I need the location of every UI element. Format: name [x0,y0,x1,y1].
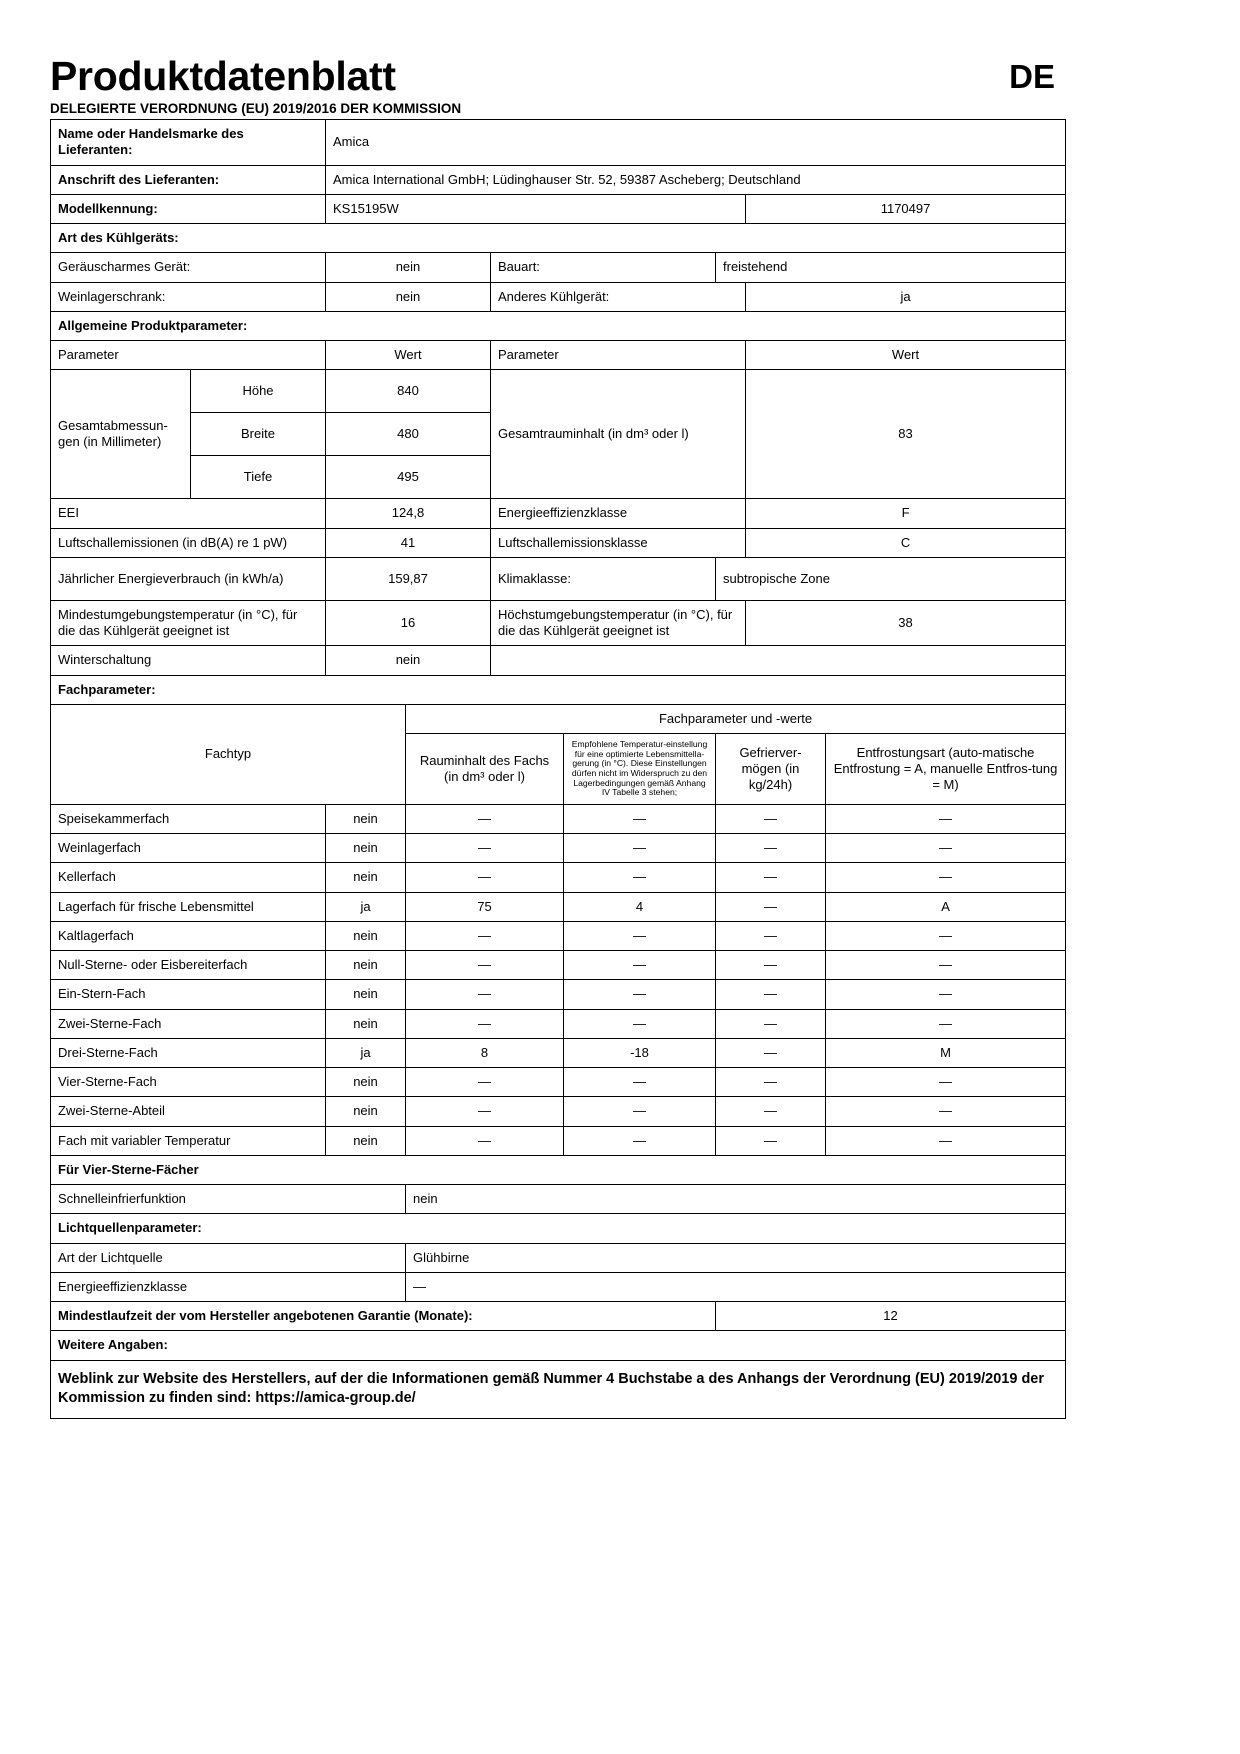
compartment-name: Null-Sterne- oder Eisbereiterfach [51,951,326,980]
value-header-left: Wert [326,341,491,370]
warranty-label: Mindestlaufzeit der vom Hersteller angebotenen Garantie (Monate): [51,1302,716,1331]
supplier-address-label: Anschrift des Lieferanten: [51,165,326,194]
table-row [51,1155,1066,1184]
model-value: KS15195W [326,194,746,223]
table-row [51,1097,1066,1126]
table-row [51,1331,1066,1360]
dimensions-label: Gesamtabmessun-gen (in Millimeter) [51,370,191,499]
compartment-present: ja [326,892,406,921]
compartment-volume: — [406,1068,564,1097]
compartment-name: Kaltlagerfach [51,921,326,950]
light-source-label: Art der Lichtquelle [51,1243,406,1272]
build-type-label: Bauart: [491,253,716,282]
compartment-temp: 4 [564,892,716,921]
compartment-volume: — [406,863,564,892]
four-star-section-heading: Für Vier-Sterne-Fächer [51,1155,1066,1184]
table-row [51,120,1066,166]
compartment-present: nein [326,834,406,863]
min-ambient-temp-label: Mindestumgebungstemperatur (in °C), für die das Kühlgerät geeignet ist [51,600,326,646]
light-source-value: Glühbirne [406,1243,1066,1272]
compartment-freeze: — [716,892,826,921]
light-class-label: Energieeffizienzklasse [51,1272,406,1301]
compartment-name: Drei-Sterne-Fach [51,1038,326,1067]
compartment-freeze: — [716,1038,826,1067]
compartment-freeze: — [716,980,826,1009]
table-row [51,951,1066,980]
dimension-value-depth: 495 [326,456,491,499]
dimension-value-height: 840 [326,370,491,413]
other-appliance-value: ja [746,282,1066,311]
compartment-volume: — [406,834,564,863]
light-class-value: — [406,1272,1066,1301]
compartment-temp: — [564,951,716,980]
table-row [51,646,1066,675]
compartment-volume: — [406,1009,564,1038]
table-row [51,1038,1066,1067]
document-header [50,55,1055,98]
table-row [51,194,1066,223]
compartment-defrost: — [826,1097,1066,1126]
compartment-temp: — [564,834,716,863]
noise-class-value: C [746,528,1066,557]
compartment-name: Zwei-Sterne-Abteil [51,1097,326,1126]
table-row [51,224,1066,253]
compartment-freeze: — [716,834,826,863]
compartment-defrost: — [826,863,1066,892]
compartment-volume: — [406,1097,564,1126]
compartment-volume: — [406,980,564,1009]
datasheet-table [50,119,1066,1419]
table-row [51,863,1066,892]
max-ambient-temp-value: 38 [746,600,1066,646]
table-row [51,499,1066,528]
table-row [51,253,1066,282]
table-row [51,341,1066,370]
light-section-heading: Lichtquellenparameter: [51,1214,1066,1243]
total-volume-label: Gesamtrauminhalt (in dm³ oder l) [491,370,746,499]
noise-label: Luftschallemissionen (in dB(A) re 1 pW) [51,528,326,557]
compartment-present: nein [326,921,406,950]
compartment-temp: — [564,1068,716,1097]
compartment-freeze: — [716,1009,826,1038]
noise-class-label: Luftschallemissionsklasse [491,528,746,557]
climate-class-value: subtropische Zone [716,557,1066,600]
compartment-present: nein [326,1126,406,1155]
compartment-present: nein [326,1009,406,1038]
type-section-heading: Art des Kühlgeräts: [51,224,1066,253]
table-row [51,528,1066,557]
product-datasheet [50,53,1058,1419]
table-row [51,600,1066,646]
compartment-name: Zwei-Sterne-Fach [51,1009,326,1038]
compartment-present: nein [326,863,406,892]
table-row [51,1009,1066,1038]
compartment-volume: — [406,804,564,833]
compartment-values-header: Fachparameter und -werte [406,704,1066,733]
climate-class-label: Klimaklasse: [491,557,716,600]
compartment-volume: — [406,951,564,980]
wine-cabinet-value: nein [326,282,491,311]
other-appliance-label: Anderes Kühlgerät: [491,282,746,311]
compartment-present: nein [326,980,406,1009]
page-title: Produktdatenblatt [50,53,396,99]
compartment-name: Vier-Sterne-Fach [51,1068,326,1097]
table-row [51,1068,1066,1097]
table-row [51,1126,1066,1155]
fast-freeze-label: Schnelleinfrierfunktion [51,1185,406,1214]
table-row [51,834,1066,863]
compartment-freeze: — [716,804,826,833]
language-code: DE [1009,58,1055,96]
max-ambient-temp-label: Höchstumgebungstemperatur (in °C), für die das Kühlgerät geeignet ist [491,600,746,646]
compartment-present: nein [326,1097,406,1126]
table-row [51,804,1066,833]
supplier-name-label: Name oder Handelsmarke des Lieferanten: [51,120,326,166]
general-section-heading: Allgemeine Produktparameter: [51,311,1066,340]
compartment-temp: — [564,804,716,833]
value-header-right: Wert [746,341,1066,370]
table-row [51,370,1066,413]
build-type-value: freistehend [716,253,1066,282]
compartment-name: Fach mit variabler Temperatur [51,1126,326,1155]
compartment-defrost: — [826,1126,1066,1155]
compartments-section-heading: Fachparameter: [51,675,1066,704]
compartment-temp: -18 [564,1038,716,1067]
compartment-defrost: M [826,1038,1066,1067]
manufacturer-weblink[interactable]: Weblink zur Website des Herstellers, auf der die Informationen gemäß Nummer 4 Buchstabe a des Anhangs der Verordnung (EU) 2019/2019 der Kommission zu finden sind: https://amica-group.de/ [51,1360,1066,1418]
table-row [51,704,1066,733]
compartment-temp: — [564,921,716,950]
winter-setting-empty [491,646,1066,675]
energy-class-label: Energieeffizienzklasse [491,499,746,528]
param-header-right: Parameter [491,341,746,370]
table-row [51,1214,1066,1243]
table-row [51,1243,1066,1272]
compartment-name: Ein-Stern-Fach [51,980,326,1009]
winter-setting-label: Winterschaltung [51,646,326,675]
compartment-volume: — [406,1126,564,1155]
regulation-subtitle: DELEGIERTE VERORDNUNG (EU) 2019/2016 DER KOMMISSION [50,101,462,117]
supplier-name-value: Amica [326,120,1066,166]
compartment-defrost-header: Entfrostungsart (auto-matische Entfrostung = A, manuelle Entfros-tung = M) [826,734,1066,805]
noise-value: 41 [326,528,491,557]
table-row [51,557,1066,600]
annual-energy-value: 159,87 [326,557,491,600]
compartment-defrost: — [826,834,1066,863]
dimension-name-width: Breite [191,413,326,456]
compartment-freeze: — [716,1068,826,1097]
compartment-freeze: — [716,863,826,892]
further-info-heading: Weitere Angaben: [51,1331,1066,1360]
compartment-freeze: — [716,1097,826,1126]
compartment-type-header: Fachtyp [51,704,406,804]
compartment-defrost: — [826,1009,1066,1038]
compartment-defrost: A [826,892,1066,921]
table-row [51,980,1066,1009]
table-row [51,1272,1066,1301]
compartment-volume: — [406,921,564,950]
compartment-name: Kellerfach [51,863,326,892]
model-label: Modellkennung: [51,194,326,223]
compartment-temp: — [564,1097,716,1126]
compartment-defrost: — [826,804,1066,833]
compartment-freeze: — [716,1126,826,1155]
min-ambient-temp-value: 16 [326,600,491,646]
table-row [51,1360,1066,1418]
compartment-defrost: — [826,980,1066,1009]
compartment-present: nein [326,1068,406,1097]
table-row [51,1302,1066,1331]
model-code: 1170497 [746,194,1066,223]
table-row [51,921,1066,950]
compartment-name: Weinlagerfach [51,834,326,863]
quiet-appliance-value: nein [326,253,491,282]
table-row [51,892,1066,921]
compartment-present: nein [326,951,406,980]
table-row [51,282,1066,311]
compartment-freeze: — [716,951,826,980]
table-row [51,1185,1066,1214]
compartment-volume-header: Rauminhalt des Fachs (in dm³ oder l) [406,734,564,805]
compartment-volume: 8 [406,1038,564,1067]
compartment-temp: — [564,1126,716,1155]
compartment-name: Speisekammerfach [51,804,326,833]
eei-value: 124,8 [326,499,491,528]
compartment-temp-header: Empfohlene Temperatur-einstellung für eine optimierte Lebensmittella-gerung (in °C). Diese Einstellungen dürfen nicht im Widerspruch zu den Lagerbedingungen gemäß Anhang IV Tabelle 3 stehen; [564,734,716,805]
compartment-temp: — [564,863,716,892]
table-row [51,675,1066,704]
compartment-present: ja [326,1038,406,1067]
compartment-present: nein [326,804,406,833]
fast-freeze-value: nein [406,1185,1066,1214]
quiet-appliance-label: Geräuscharmes Gerät: [51,253,326,282]
compartment-defrost: — [826,951,1066,980]
table-row [51,311,1066,340]
compartment-temp: — [564,1009,716,1038]
compartment-defrost: — [826,1068,1066,1097]
dimension-name-depth: Tiefe [191,456,326,499]
eei-label: EEI [51,499,326,528]
supplier-address-value: Amica International GmbH; Lüdinghauser Str. 52, 59387 Ascheberg; Deutschland [326,165,1066,194]
energy-class-value: F [746,499,1066,528]
total-volume-value: 83 [746,370,1066,499]
compartment-temp: — [564,980,716,1009]
compartment-volume: 75 [406,892,564,921]
param-header-left: Parameter [51,341,326,370]
compartment-defrost: — [826,921,1066,950]
dimension-name-height: Höhe [191,370,326,413]
table-row [51,165,1066,194]
winter-setting-value: nein [326,646,491,675]
wine-cabinet-label: Weinlagerschrank: [51,282,326,311]
annual-energy-label: Jährlicher Energieverbrauch (in kWh/a) [51,557,326,600]
warranty-value: 12 [716,1302,1066,1331]
compartment-freeze: — [716,921,826,950]
dimension-value-width: 480 [326,413,491,456]
compartment-name: Lagerfach für frische Lebensmittel [51,892,326,921]
compartment-freeze-header: Gefrierver-mögen (in kg/24h) [716,734,826,805]
